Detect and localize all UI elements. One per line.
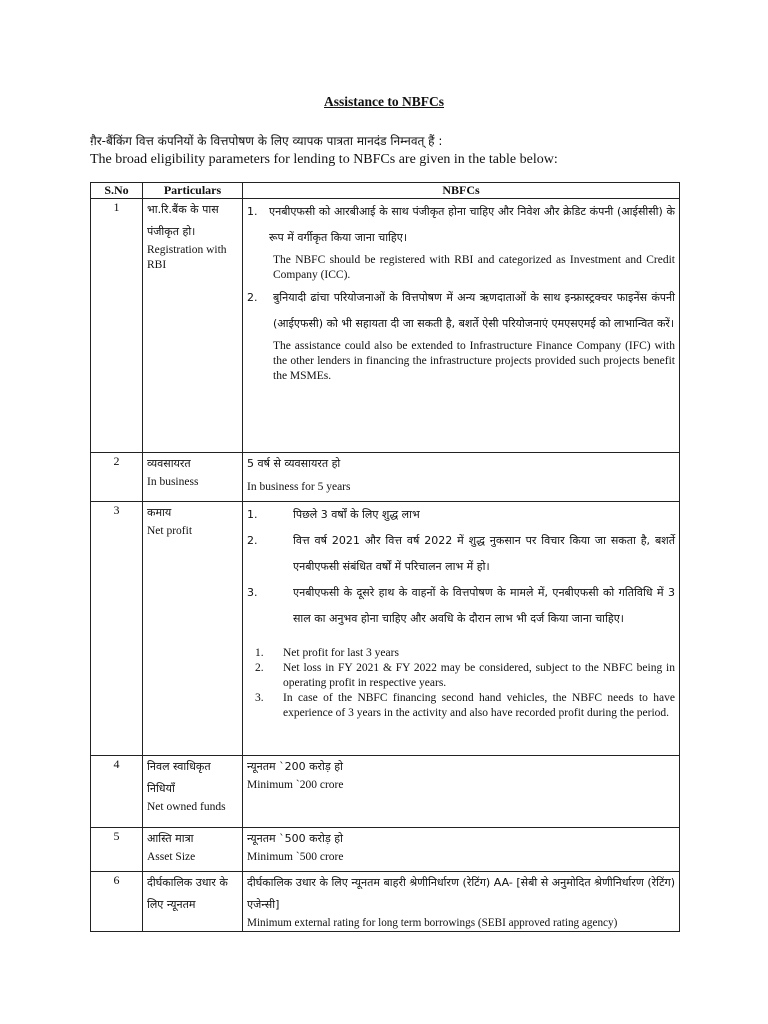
row-sno: 1	[91, 199, 143, 453]
nbfc-text-hindi: न्यूनतम `500 करोड़ हो	[247, 832, 343, 845]
row-particulars	[143, 199, 243, 453]
row-particulars	[143, 828, 243, 872]
header-particulars: Particulars	[143, 183, 243, 199]
particulars-english: Net profit	[147, 525, 193, 537]
list-item	[247, 285, 675, 337]
particulars-hindi: भा.रि.बैंक के पास पंजीकृत हो।	[147, 203, 219, 238]
item-number: 1.	[247, 205, 258, 218]
item-text-english: In case of the NBFC financing second hand vehicles, the NBFC needs to have experience of 3 years in the activity and also have recorded profit during the period.	[283, 692, 675, 719]
row-nbfcs	[243, 756, 680, 828]
row-particulars	[143, 872, 243, 932]
table-row	[91, 828, 680, 872]
table-header-row	[91, 183, 680, 199]
nbfc-text-english: Minimum external rating for long term borrowings (SEBI approved rating agency)	[247, 917, 618, 929]
nbfc-text-english: Minimum `500 crore	[247, 851, 344, 863]
row-particulars	[143, 756, 243, 828]
particulars-english: In business	[147, 476, 199, 488]
row-sno: 2	[91, 453, 143, 502]
list-item	[247, 502, 675, 528]
item-text-hindi: पिछले 3 वर्षों के लिए शुद्ध लाभ	[293, 508, 420, 521]
particulars-english: Net owned funds	[147, 801, 226, 813]
table-row	[91, 756, 680, 828]
item-text-hindi: एनबीएफसी को आरबीआई के साथ पंजीकृत होना चाहिए और निवेश और क्रेडिट कंपनी (आईसीसी) के रूप में वर्गीकृत किया जाना चाहिए।	[269, 205, 675, 244]
header-sno: S.No	[91, 183, 143, 199]
list-item	[247, 580, 675, 632]
row-particulars	[143, 502, 243, 756]
list-item	[247, 528, 675, 580]
row-nbfcs	[243, 199, 680, 453]
row-nbfcs	[243, 872, 680, 932]
particulars-hindi: निवल स्वाधिकृत निधियाँ	[147, 760, 211, 795]
item-text-english: The NBFC should be registered with RBI and categorized as Investment and Credit Company (ICC).	[273, 254, 675, 281]
intro-hindi: ग़ैर-बैंकिंग वित्त कंपनियों के वित्तपोषण के लिए व्यापक पात्रता मानदंड निम्नवत् हैं :	[90, 134, 443, 148]
particulars-english: Asset Size	[147, 851, 196, 863]
row-sno: 5	[91, 828, 143, 872]
item-text-english: Net loss in FY 2021 & FY 2022 may be considered, subject to the NBFC being in operating profit in respective years.	[283, 662, 675, 689]
list-item	[247, 661, 675, 691]
item-text-english: The assistance could also be extended to Infrastructure Finance Company (IFC) with the other lenders in financing the infrastructure projects provided such projects benefit the MSMEs.	[273, 340, 675, 382]
nbfc-text-english: In business for 5 years	[247, 481, 351, 493]
table-row	[91, 872, 680, 932]
item-text-hindi: वित्त वर्ष 2021 और वित्त वर्ष 2022 में शुद्ध नुकसान पर विचार किया जा सकता है, बशर्ते एनबीएफसी संबंधित वर्षों में परिचालन लाभ में हो।	[293, 534, 675, 573]
item-number: 1.	[247, 508, 258, 521]
item-number: 2.	[247, 291, 258, 304]
table-row	[91, 502, 680, 756]
item-text-english: Net profit for last 3 years	[283, 647, 399, 659]
item-text-hindi: एनबीएफसी के दूसरे हाथ के वाहनों के वित्तपोषण के मामले में, एनबीएफसी को गतिविधि में 3 साल का अनुभव होना चाहिए और अवधि के दौरान लाभ भी दर्ज किया जाना चाहिए।	[293, 586, 675, 625]
eligibility-table	[90, 182, 680, 932]
table-row	[91, 199, 680, 453]
particulars-hindi: आस्ति मात्रा	[147, 832, 194, 845]
item-number: 3.	[247, 586, 258, 599]
particulars-english: Registration with RBI	[147, 244, 227, 271]
list-item	[247, 691, 675, 721]
item-text-hindi: बुनियादी ढांचा परियोजनाओं के वित्तपोषण में अन्य ऋणदाताओं के साथ इन्फ्रास्ट्रक्चर फाइनेंस कंपनी (आईएफसी) को भी सहायता दी जा सकती है, बशर्ते ऐसी परियोजनाएं एमएसएमई को लाभान्वित करें।	[273, 291, 675, 330]
item-number: 3.	[255, 692, 264, 704]
item-number: 2.	[255, 662, 264, 674]
intro-english: The broad eligibility parameters for lending to NBFCs are given in the table below:	[90, 152, 558, 167]
header-nbfcs: NBFCs	[243, 183, 680, 199]
row-nbfcs	[243, 828, 680, 872]
item-number: 2.	[247, 534, 258, 547]
item-number: 1.	[255, 647, 264, 659]
nbfc-text-english: Minimum `200 crore	[247, 779, 344, 791]
row-nbfcs	[243, 502, 680, 756]
row-sno: 4	[91, 756, 143, 828]
particulars-hindi: दीर्घकालिक उधार के लिए न्यूनतम	[147, 876, 228, 911]
list-item	[247, 646, 675, 661]
row-sno: 3	[91, 502, 143, 756]
list-item	[247, 199, 675, 251]
row-sno: 6	[91, 872, 143, 932]
nbfc-text-hindi: 5 वर्ष से व्यवसायरत हो	[247, 457, 341, 470]
table-row	[91, 453, 680, 502]
nbfc-text-hindi: दीर्घकालिक उधार के लिए न्यूनतम बाहरी श्रेणीनिर्धारण (रेटिंग) AA- [सेबी से अनुमोदित श्रेणीनिर्धारण (रेटिंग) एजेन्सी]	[247, 876, 675, 911]
document-title: Assistance to NBFCs	[324, 94, 444, 109]
row-particulars	[143, 453, 243, 502]
row-nbfcs	[243, 453, 680, 502]
nbfc-text-hindi: न्यूनतम `200 करोड़ हो	[247, 760, 343, 773]
particulars-hindi: व्यवसायरत	[147, 457, 191, 470]
particulars-hindi: कमाय	[147, 506, 172, 519]
